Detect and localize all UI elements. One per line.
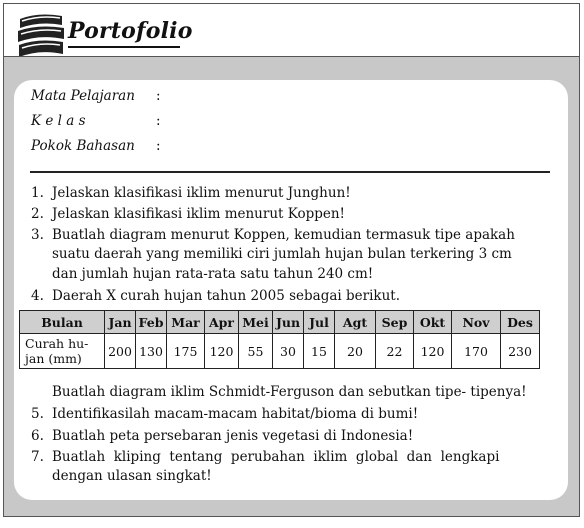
- meta-subject: [31, 88, 161, 104]
- rainfall-value-cell: 230: [501, 334, 540, 369]
- portfolio-header: [3, 3, 580, 56]
- meta-divider: [30, 171, 550, 173]
- meta-topic-colon: :: [156, 138, 161, 154]
- rainfall-header-row: [20, 311, 540, 334]
- header-cell-month: Jan: [105, 311, 136, 334]
- rainfall-value-cell: 120: [414, 334, 452, 369]
- rainfall-value-cell: 170: [452, 334, 501, 369]
- rainfall-value-cell: 30: [273, 334, 304, 369]
- header-cell-month: Agt: [335, 311, 376, 334]
- question-6-number: 6.: [31, 428, 44, 444]
- book-stack-icon: [14, 9, 68, 59]
- header-cell-bulan: Bulan: [20, 311, 105, 334]
- question-4-text: Daerah X curah hujan tahun 2005 sebagai berikut.: [52, 288, 401, 304]
- rainfall-value-cell: 120: [205, 334, 239, 369]
- meta-topic-label: Pokok Bahasan: [31, 138, 135, 154]
- header-cell-month: Okt: [414, 311, 452, 334]
- rainfall-row-label-line1: Curah hu-: [25, 336, 89, 351]
- rainfall-value-cell: 15: [304, 334, 335, 369]
- header-cell-month: Jul: [304, 311, 335, 334]
- question-3-number: 3.: [31, 227, 44, 243]
- portfolio-title: Portofolio: [68, 18, 193, 44]
- rainfall-value-cell: 55: [239, 334, 273, 369]
- question-7-text-line1: Buatlah kliping tentang perubahan iklim global dan lengkapi: [52, 449, 500, 465]
- rainfall-value-cell: 175: [167, 334, 205, 369]
- question-3-text-line3: dan jumlah hujan rata-rata satu tahun 240 cm!: [52, 266, 374, 282]
- question-7-number: 7.: [31, 449, 44, 465]
- meta-class-label: K e l a s: [31, 113, 86, 129]
- question-3-text-line1: Buatlah diagram menurut Koppen, kemudian termasuk tipe apakah: [52, 227, 515, 243]
- rainfall-value-cell: 22: [376, 334, 414, 369]
- header-cell-month: Mei: [239, 311, 273, 334]
- rainfall-row-label: [20, 334, 105, 369]
- meta-topic: [31, 138, 161, 154]
- meta-subject-colon: :: [156, 88, 161, 104]
- question-1-text: Jelaskan klasifikasi iklim menurut Junghun!: [52, 185, 351, 201]
- question-4-number: 4.: [31, 288, 44, 304]
- question-2-text: Jelaskan klasifikasi iklim menurut Koppen!: [52, 206, 345, 222]
- meta-class-colon: :: [156, 113, 161, 129]
- question-7-text-line2: dengan ulasan singkat!: [52, 468, 212, 484]
- question-3-text-line2: suatu daerah yang memiliki ciri jumlah hujan bulan terkering 3 cm: [52, 246, 512, 262]
- question-2-number: 2.: [31, 206, 44, 222]
- header-cell-month: Nov: [452, 311, 501, 334]
- rainfall-value-row: [20, 334, 540, 369]
- header-cell-month: Feb: [136, 311, 167, 334]
- header-cell-month: Jun: [273, 311, 304, 334]
- rainfall-value-cell: 130: [136, 334, 167, 369]
- question-1-number: 1.: [31, 185, 44, 201]
- rainfall-table: [19, 310, 540, 369]
- rainfall-value-cell: 200: [105, 334, 136, 369]
- header-cell-month: Apr: [205, 311, 239, 334]
- question-5-number: 5.: [31, 406, 44, 422]
- question-6-text: Buatlah peta persebaran jenis vegetasi di Indonesia!: [52, 428, 414, 444]
- header-cell-month: Sep: [376, 311, 414, 334]
- header-cell-month: Mar: [167, 311, 205, 334]
- header-cell-month: Des: [501, 311, 540, 334]
- rainfall-row-label-line2: jan (mm): [25, 351, 82, 366]
- question-4-followup: Buatlah diagram iklim Schmidt-Ferguson dan sebutkan tipe- tipenya!: [52, 384, 527, 400]
- meta-subject-label: Mata Pelajaran: [31, 88, 135, 104]
- title-underline: [68, 46, 180, 48]
- meta-class: [31, 113, 161, 129]
- rainfall-value-cell: 20: [335, 334, 376, 369]
- question-5-text: Identifikasilah macam-macam habitat/bioma di bumi!: [52, 406, 419, 422]
